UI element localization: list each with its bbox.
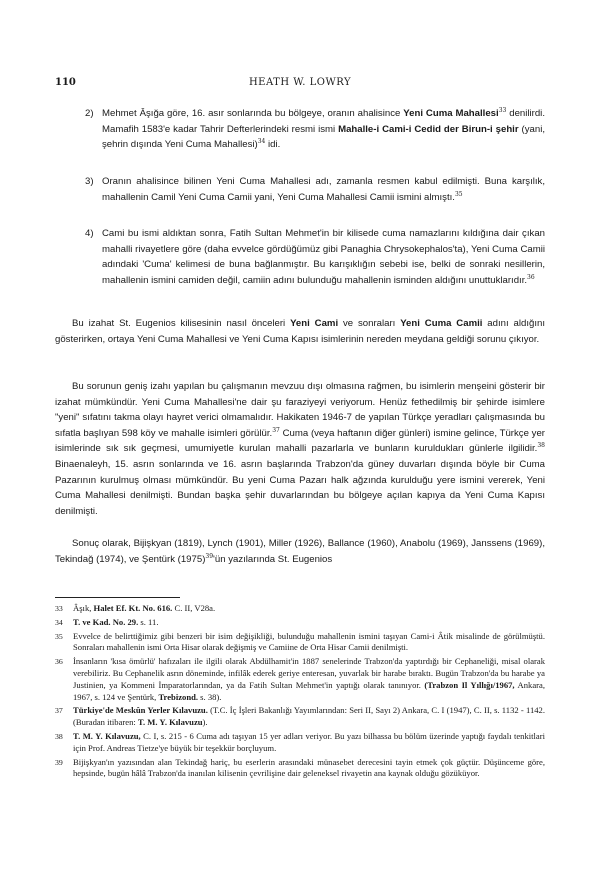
footnote-number: 33 <box>55 604 63 613</box>
list-item-number: 3) <box>85 176 94 187</box>
text-run: Cami bu ismi aldıktan sonra, Fatih Sultan Mehmet'in bir kilisede cuma namazlarını kıldığına dair çıkan mahalli rivayetlere göre (daha evvelce gördüğümüz gibi Panaghia Chrysokephalos'ta), Yeni Cuma Camii adındaki 'Cuma' kelimesi de buna bağlanmıştır. Bu karışıklığın sebebi ise, belki de sonraki nesillerin, mahallenin ismini camiden değil, camiin adını bulunduğu mahallenin isminden aldığını unuttuklarıdır. <box>102 228 545 286</box>
footnote-34 <box>55 617 545 629</box>
footnote-divider <box>55 597 180 598</box>
bold-text: Türkiye'de Meskûn Yerler Kılavuzu. <box>73 705 208 716</box>
text-run: (yani, şehrin dışında Yeni Cuma Mahallesi) <box>102 123 545 151</box>
footnote-ref: 39 <box>205 552 214 560</box>
text-run: Bu izahat St. Eugenios kilisesinin nasıl önceleri <box>72 318 291 329</box>
bold-text: Yeni Cami <box>290 318 339 329</box>
footnote-number: 36 <box>55 657 63 667</box>
page-number: 110 <box>55 77 76 88</box>
bold-text: T. M. Y. Kılavuzu <box>137 717 203 728</box>
bold-text: Yeni Cuma Mahallesi <box>403 108 499 119</box>
footnote-ref: 38 <box>537 442 545 450</box>
text-run: Ankara, 1967, s. 124 ve Şentürk, <box>73 679 545 702</box>
footnote-text <box>73 656 545 701</box>
footnote-text <box>73 757 545 779</box>
footnote-number: 37 <box>55 706 63 716</box>
footnote-ref: 34 <box>257 138 266 146</box>
bold-text: Trebizond. <box>158 691 199 702</box>
list-item-text <box>102 106 545 153</box>
bold-text: Halet Ef. Kt. No. 616. <box>93 603 173 613</box>
list-item-4 <box>85 226 545 288</box>
list-item-text <box>102 226 545 288</box>
text-run: Oranın ahalisince bilinen Yeni Cuma Mahallesi adı, zamanla resmen kabul edilmişti. Buna karşılık, mahallenin Camil Yeni Cuma Camii yani, Yeni Cuma Mahallesi Camii ismini almıştı. <box>102 176 545 203</box>
footnote-37 <box>55 705 545 729</box>
bold-text: Mahalle-i Cami-i Cedid der Birun-i şehir <box>338 123 519 135</box>
footnote-text <box>73 603 215 613</box>
text-run: s. 38). <box>198 691 222 702</box>
footnote-text <box>73 731 545 753</box>
paragraph-1 <box>55 316 545 347</box>
footnote-36 <box>55 656 545 703</box>
bold-text: Yeni Cuma Camii <box>400 318 483 329</box>
text-run: adını aldığını gösterirken, ortaya Yeni Cuma Mahallesi ve Yeni Cuma Kapısı isimlerinin nereden meydana geldiği sorunu çıkıyor. <box>55 318 545 345</box>
footnote-text <box>73 631 545 653</box>
footnote-number: 34 <box>55 617 63 627</box>
bold-text: T. ve Kad. No. 29. <box>73 616 139 627</box>
footnote-ref: 36 <box>527 273 535 281</box>
footnote-35 <box>55 631 545 655</box>
text-run: Âşık, <box>73 603 94 613</box>
list-item-3 <box>85 174 545 205</box>
text-run: İnsanların 'kısa ömürlü' hafızaları ile ilgili olarak Abdülhamit'in 1887 senelerinde Trabzon'da yaptırdığı bir Cephaneliği, misal olarak verebiliriz. Bu Cephanelik asrın döneminde, infilâk ederek geriye enteresan, yuvarlak bir harabe bıraktı. Bugün Trabzon'da bu harabe ya Justinien, ya Kommeni İmparatorlarından, ya da Fatih Sultan Mehmet'in yaptığı olarak tanınıyor. <box>73 656 545 690</box>
text-run: ). <box>202 717 208 728</box>
text-run: s. 11. <box>138 616 159 627</box>
text-run: Binaenaleyh, 15. asrın sonlarında ve 16. asrın başlarında Trabzon'da güney duvarları dışında böyle bir Cuma Pazarının kurulmuş olması mümkündür. Bu yeni Cuma Pazarı halk ağzında kurulduğu yere ismini vererek, Yeni Cuma Mahallesi denilmişti. Bundan başka şehir duvarlarından bu bölgeye açılan kapıya da Yeni Cuma Kapısı denilmişti. <box>55 458 545 517</box>
text-run: Sonuç olarak, Bijişkyan (1819), Lynch (1901), Miller (1926), Ballance (1960), Anabolu (1969), Janssens (1969), Tekindağ (1974), ve Şentürk (1975) <box>55 538 545 565</box>
paragraph-2 <box>55 379 545 519</box>
list-item-number: 4) <box>85 228 94 239</box>
text-run: Bijişkyan'ın yazısından alan Tekindağ hariç, bu eserlerin arasındaki münasebet derecesini tayin etmek çok güçtür. Düşünceme göre, hepsinde, bugün hâlâ Trabzon'da inanılan kilisenin çevrilişine dair geleneksel rivayetin ana kaynak olduğu gözüküyor. <box>73 756 545 779</box>
page-header <box>55 77 545 93</box>
text-run: Mehmet Âşığa göre, 16. asır sonlarında bu bölgeye, oranın ahalisince <box>102 108 404 119</box>
footnote-text <box>73 705 545 727</box>
footnote-text <box>73 617 158 627</box>
text-run: denilirdi. Mamafih 1583'e kadar Tahrir Defterlerindeki resmi ismi <box>102 108 545 135</box>
bold-text: (Trabzon Il Yıllığı/1967, <box>424 679 515 690</box>
bold-text: T. M. Y. Kılavuzu, <box>73 730 141 741</box>
text-run: idi. <box>265 139 281 151</box>
running-head: HEATH W. LOWRY <box>248 77 352 88</box>
footnote-ref: 37 <box>272 426 280 434</box>
list-item-number: 2) <box>85 108 94 119</box>
footnote-ref: 33 <box>498 107 507 114</box>
paragraph-3 <box>55 536 545 567</box>
text-run: Cuma (veya haftanın diğer günleri) ismine gelince, Türkçe yer isimlerinde sık sık geçmesi, umumiyetle kurulan mahalli pazarlarla ve bunların kuruldukları günlerle ilgilidir. <box>55 427 546 455</box>
text-run: 'ün yazılarında St. Eugenios <box>213 553 333 565</box>
text-run: Bu sorunun geniş izahı yapılan bu çalışmanın mevzuu dışı olmasına rağmen, bu isimlerin menşeini gösterir bir izahat mümkündür. Yeni Cuma Mahallesi'ne dair şu faraziyeyi veriyorum. Henüz fethedilmiş bir şehirde isimlere "yeni" sıfatını takma olayı hayret verici olmamalıdır. Hakikaten 1946-7 de yapılan Türkçe yeradları çalışmasında bu sıfatla başlıyan 598 köy ve mahalle isimleri görülür. <box>55 381 545 439</box>
list-item-2 <box>85 106 545 153</box>
text-run: Evvelce de belirttiğimiz gibi benzeri bir isim değişikliği, bulunduğu mahallenin ismini taşıyan Cami-i Âtik misalinde de görülmüştü. Sonraları mahallenin ismi Orta Hisar olarak değişmiş ve Camiine de Orta Hisar Camii denilmişti. <box>73 630 545 653</box>
text-run: C. I, s. 215 - 6 Cuma adı taşıyan 15 yer adları veriyor. Bu yazı bilhassa bu bölüm üzerinde yaptığı faydalı tenkitlari için Prof. Andreas Tietze'ye büyük bir teşekkür borçluyum. <box>73 730 545 753</box>
footnote-39 <box>55 757 545 781</box>
list-item-text <box>102 174 545 205</box>
text-run: ve sonraları <box>338 318 401 329</box>
text-run: C. II, V28a. <box>172 603 216 613</box>
text-run: (T.C. İç İşleri Bakanlığı Yayımlarından: Seri II, Sayı 2) Ankara, C. I (1947), C. II, s. 1132 - 1142. (Buradan itibaren: <box>73 705 545 728</box>
footnotes <box>55 603 545 782</box>
footnote-number: 35 <box>55 631 63 641</box>
footnote-33 <box>55 603 545 615</box>
footnote-number: 39 <box>55 757 63 767</box>
footnote-number: 38 <box>55 731 63 741</box>
footnote-38 <box>55 731 545 755</box>
footnote-ref: 35 <box>454 190 463 198</box>
